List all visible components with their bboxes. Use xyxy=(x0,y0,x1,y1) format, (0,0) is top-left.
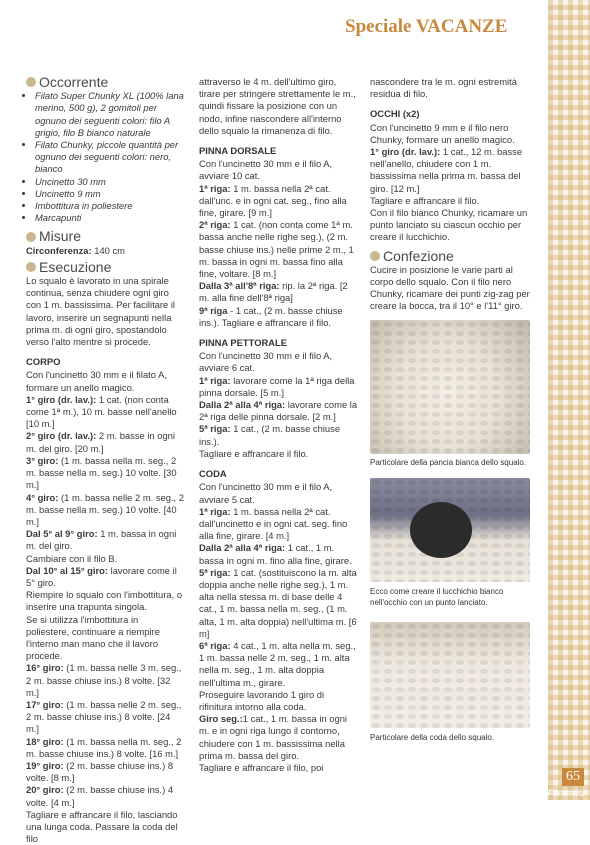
coda-instructions xyxy=(199,481,359,774)
instruction-line xyxy=(26,662,184,699)
page-title: Speciale VACANZE xyxy=(345,16,508,37)
instruction-line xyxy=(26,492,184,529)
instruction-label: 2ª riga: xyxy=(199,219,231,231)
column-2 xyxy=(199,76,359,774)
instruction-text: 1 m. bassa nella 2ª cat. dall'uncinetto e in ogni cat. seg. fino alla fine, girare. [4 m.] xyxy=(199,505,348,542)
instruction-line xyxy=(26,736,184,760)
instruction-text: 1 cat., 1 m. bassa in ogni m. e in ogni riga lungo il contorno, chiudere con 1 m. bassissima nella prima m. bassa del giro. xyxy=(199,713,347,761)
material-item: • Filato Chunky, piccole quantità per ognuno dei seguenti colori: nero, bianco xyxy=(35,139,184,176)
instruction-line xyxy=(199,567,359,640)
material-item: • Uncinetto 9 mm xyxy=(35,188,184,200)
instruction-text: (1 m. bassa nelle 2 m. seg., 2 m. basse nella m. seg.) 10 volte. [40 m.] xyxy=(26,491,184,527)
instruction-label: 19° giro: xyxy=(26,759,64,771)
instruction-line xyxy=(370,195,530,207)
instruction-label: 20° giro: xyxy=(26,784,64,796)
instruction-text: Con l'uncinetto 30 mm e il filo A, avviare 5 cat. xyxy=(199,481,333,505)
instruction-line xyxy=(370,122,530,146)
instruction-text: (2 m. basse chiuse ins.) 4 volte. [4 m.] xyxy=(26,784,174,808)
instruction-label: Giro seg.: xyxy=(199,713,243,725)
material-item: • Imbottitura in poliestere xyxy=(35,200,184,212)
instruction-label: 1ª riga: xyxy=(199,505,231,517)
instruction-label: 1ª riga: xyxy=(199,374,231,386)
photo-shark-eye xyxy=(370,478,530,582)
instruction-line xyxy=(370,146,530,195)
instruction-line xyxy=(26,394,184,431)
instruction-label: Dal 10° al 15° giro: xyxy=(26,564,109,576)
instruction-line xyxy=(199,506,359,543)
instruction-line xyxy=(199,219,359,280)
bullet-dot-icon xyxy=(26,77,36,87)
instruction-text: Se si utilizza l'imbottitura in poliestere, continuare a riempire l'interno man mano che il lavoro procede. xyxy=(26,613,160,662)
instruction-line xyxy=(199,423,359,447)
instruction-label: 16° giro: xyxy=(26,662,64,674)
photo-shark-tail xyxy=(370,622,530,728)
instruction-text: Con l'uncinetto 9 mm e il filo nero Chunky, formare un anello magico. xyxy=(370,121,515,145)
instruction-label: 9ª riga xyxy=(199,304,228,316)
instruction-text: Con il filo bianco Chunky, ricamare un punto lanciato su ciascun occhio per creare il lucchichio. xyxy=(370,207,528,243)
caption-belly: Particolare della pancia bianca dello squalo. xyxy=(370,458,527,467)
instruction-text: Con l'uncinetto 30 mm e il filo A, avviare 6 cat. xyxy=(199,350,333,374)
bullet-dot-icon xyxy=(370,251,380,261)
instruction-text: Proseguire lavorando 1 giro di rifinitura intorno alla coda. xyxy=(199,688,325,712)
confezione-text: Cucire in posizione le varie parti al corpo dello squalo. Con il filo nero Chunky, ricamare dei punti zig-zag per creare la bocca, tra il 10° e l'11° giro. xyxy=(370,263,530,312)
instruction-text: rip. la 2ª riga. [2 m. alla fine dell'8ª riga] xyxy=(199,280,348,304)
caption-tail: Particolare della coda dello squalo. xyxy=(370,733,495,742)
instruction-line xyxy=(26,369,184,393)
pinna-pettorale-heading: PINNA PETTORALE xyxy=(199,337,288,349)
instruction-label: Dalla 2ª alla 4ª riga: xyxy=(199,399,286,411)
instruction-text: 2 m. basse in ogni m. del giro. [20 m.] xyxy=(26,430,175,454)
instruction-text: Tagliare e affrancare il filo. xyxy=(199,447,309,459)
instruction-line xyxy=(199,481,359,505)
instruction-text: 1 cat., (2 m. basse chiuse ins.). xyxy=(199,423,341,447)
instruction-line xyxy=(26,565,184,589)
misure-text: Circonferenza: 140 cm xyxy=(26,244,125,256)
instruction-line xyxy=(199,542,359,566)
instruction-text: 1 cat., 1 m. bassa in ogni m. fino alla fine, girare. xyxy=(199,542,352,566)
instruction-text: Cambiare con il filo B. xyxy=(26,552,118,564)
instruction-text: Tagliare e affrancare il filo, lasciando una lunga coda. Passare la coda del filo xyxy=(26,808,178,845)
instruction-label: Dalla 3ª all'8ª riga: xyxy=(199,280,280,292)
instruction-line xyxy=(199,280,359,304)
material-item: • Uncinetto 30 mm xyxy=(35,176,184,188)
instruction-line xyxy=(26,699,184,736)
occorrente-heading: Occorrente xyxy=(26,76,184,88)
instruction-text: 1 cat. (non conta come 1ª m. bassa anche nelle righe seg.), (2 m. basse chiuse ins.) nelle prime 2 m., 1 m. bassa in ogni m. bassa fino alla fine, voltare. [8 m.] xyxy=(199,219,354,280)
instruction-label: 1ª riga: xyxy=(199,182,231,194)
instruction-line xyxy=(26,614,184,663)
instruction-text: (1 m. bassa nella m. seg., 2 m. basse nella m. seg.) 10 volte. [30 m.] xyxy=(26,454,177,491)
pinna-dorsale-heading: PINNA DORSALE xyxy=(199,145,277,157)
coda-continuation: nascondere tra le m. ogni estremità residua di filo. xyxy=(370,76,517,100)
corpo-instructions xyxy=(26,369,184,845)
instruction-text: lavorare come il 5° giro. xyxy=(26,564,177,588)
instruction-label: 2° giro (dr. lav.): xyxy=(26,430,97,442)
page-number: 65 xyxy=(562,768,584,786)
occhi-instructions xyxy=(370,122,530,244)
checkered-border xyxy=(548,0,590,800)
materials-list xyxy=(26,90,184,224)
instruction-label: 3° giro: xyxy=(26,454,59,466)
instruction-line xyxy=(199,713,359,762)
pinna-pettorale-instructions xyxy=(199,350,359,460)
instruction-line xyxy=(199,350,359,374)
shark-eye-icon xyxy=(410,502,472,558)
instruction-text: (1 m. bassa nelle 3 m. seg., 2 m. basse chiuse ins.) 8 volte. [32 m.] xyxy=(26,662,182,698)
instruction-text: (2 m. basse chiuse ins.) 8 volte. [8 m.] xyxy=(26,759,174,784)
column-1 xyxy=(26,76,184,845)
misure-heading: Misure xyxy=(26,230,184,242)
watermark: PassionForum.ru xyxy=(515,788,584,798)
instruction-label: 17° giro: xyxy=(26,698,64,710)
instruction-text: Riempire lo squalo con l'imbottitura, o inserire una trapunta singola. xyxy=(26,589,183,613)
esecuzione-intro: Lo squalo è lavorato in una spirale continua, senza chiudere ogni giro con 1 m. bassissima. Per facilitare il lavoro, inserire un segnapunti nella prima m. di ogni giro, spostandolo verso l'alto mentre si procede. xyxy=(26,275,176,348)
instruction-line xyxy=(26,553,184,565)
instruction-label: Dalla 2ª alla 4ª riga: xyxy=(199,542,286,554)
instruction-text: Tagliare e affrancare il filo. xyxy=(370,194,480,206)
occhi-heading: OCCHI (x2) xyxy=(370,108,420,120)
instruction-text: lavorare come la 1ª riga della pinna dorsale. [5 m.] xyxy=(199,374,355,398)
instruction-line xyxy=(26,430,184,454)
instruction-line xyxy=(199,158,359,182)
instruction-text: lavorare come la 2ª riga delle pinna dorsale. [2 m.] xyxy=(199,399,358,423)
instruction-text: - 1 cat., (2 m. basse chiuse ins.). Tagliare e affrancare il filo. xyxy=(199,304,343,328)
instruction-line xyxy=(26,455,184,492)
instruction-line xyxy=(370,207,530,244)
instruction-text: 1 cat. (sostituiscono la m. alta doppia anche nelle righe seg.), 1 m. alta nella stessa m. di base delle 4 cat., 1 m. bassa nella m. seg., (1 m. alta, 1 m. alta doppia) nell'ultima m. [6 m] xyxy=(199,566,357,639)
bullet-dot-icon xyxy=(26,232,36,242)
material-item: • Marcapunti xyxy=(35,212,184,224)
coda-heading: CODA xyxy=(199,468,227,480)
instruction-label: 1° giro (dr. lav.): xyxy=(26,393,97,405)
corpo-continuation: attraverso le 4 m. dell'ultimo giro, tirare per stringere strettamente le m., quindi fissare la posizione con un nodo, infine nascondere all'interno dello squalo la rimanenza di filo. xyxy=(199,76,356,136)
photo-shark-belly xyxy=(370,320,530,454)
instruction-line xyxy=(199,183,359,220)
confezione-heading: Confezione xyxy=(370,250,530,262)
instruction-line xyxy=(26,809,184,845)
instruction-label: 18° giro: xyxy=(26,735,64,747)
corpo-heading: CORPO xyxy=(26,356,61,368)
instruction-text: (1 m. bassa nella m. seg., 2 m. basse chiuse ins.) 8 volte. [16 m.] xyxy=(26,735,182,759)
instruction-text: 1 cat. (non conta come 1ª m.), 10 m. basse nell'anello [10 m.] xyxy=(26,393,177,430)
instruction-label: 1° giro (dr. lav.): xyxy=(370,146,441,158)
instruction-line xyxy=(199,375,359,399)
instruction-text: 1 cat., 12 m. basse nell'anello, chiudere con 1 m. bassissima nella prima m. bassa del giro. [12 m.] xyxy=(370,146,523,194)
instruction-text: 4 cat., 1 m. alta nella m. seg., 1 m. bassa nelle 2 m. seg., 1 m. alta nella m. seg., 1 m. alta doppia nell'ultima m., girare. xyxy=(199,639,356,688)
instruction-text: Con l'uncinetto 30 mm e il filato A, formare un anello magico. xyxy=(26,369,167,393)
instruction-text: Con l'uncinetto 30 mm e il filo A, avviare 10 cat. xyxy=(199,158,333,182)
instruction-line xyxy=(199,640,359,689)
instruction-label: 5ª riga: xyxy=(199,566,231,578)
instruction-text: Tagliare e affrancare il filo, poi xyxy=(199,761,324,773)
instruction-line xyxy=(199,762,359,774)
pinna-dorsale-instructions xyxy=(199,158,359,329)
instruction-line xyxy=(199,689,359,713)
instruction-line xyxy=(26,784,184,808)
instruction-line xyxy=(199,399,359,423)
instruction-line xyxy=(26,589,184,613)
instruction-label: Dal 5° al 9° giro: xyxy=(26,528,98,540)
material-item: • Filato Super Chunky XL (100% lana merino, 500 g), 2 gomitoli per ognuno dei seguenti colori: filo A grigio, filo B bianco naturale xyxy=(35,90,184,139)
instruction-line xyxy=(199,448,359,460)
instruction-line xyxy=(26,528,184,552)
instruction-text: 1 m. bassa nella 2ª cat. dall'unc. e in ogni cat. seg., fino alla fine, girare. [9 m.] xyxy=(199,182,347,219)
caption-eye: Ecco come creare il lucchichio bianco nell'occhio con un punto lanciato. xyxy=(370,587,504,607)
esecuzione-heading: Esecuzione xyxy=(26,261,184,273)
instruction-label: 6ª riga: xyxy=(199,639,231,651)
bullet-dot-icon xyxy=(26,262,36,272)
instruction-label: 4° giro: xyxy=(26,491,59,503)
instruction-text: 1 m. bassa in ogni m. del giro. xyxy=(26,528,177,552)
instruction-line xyxy=(26,760,184,784)
instruction-line xyxy=(199,305,359,329)
instruction-label: 5ª riga: xyxy=(199,423,231,435)
column-3 xyxy=(370,76,530,313)
instruction-text: (1 m. bassa nelle 2 m. seg., 2 m. basse chiuse ins.) 8 volte. [24 m.] xyxy=(26,698,182,735)
